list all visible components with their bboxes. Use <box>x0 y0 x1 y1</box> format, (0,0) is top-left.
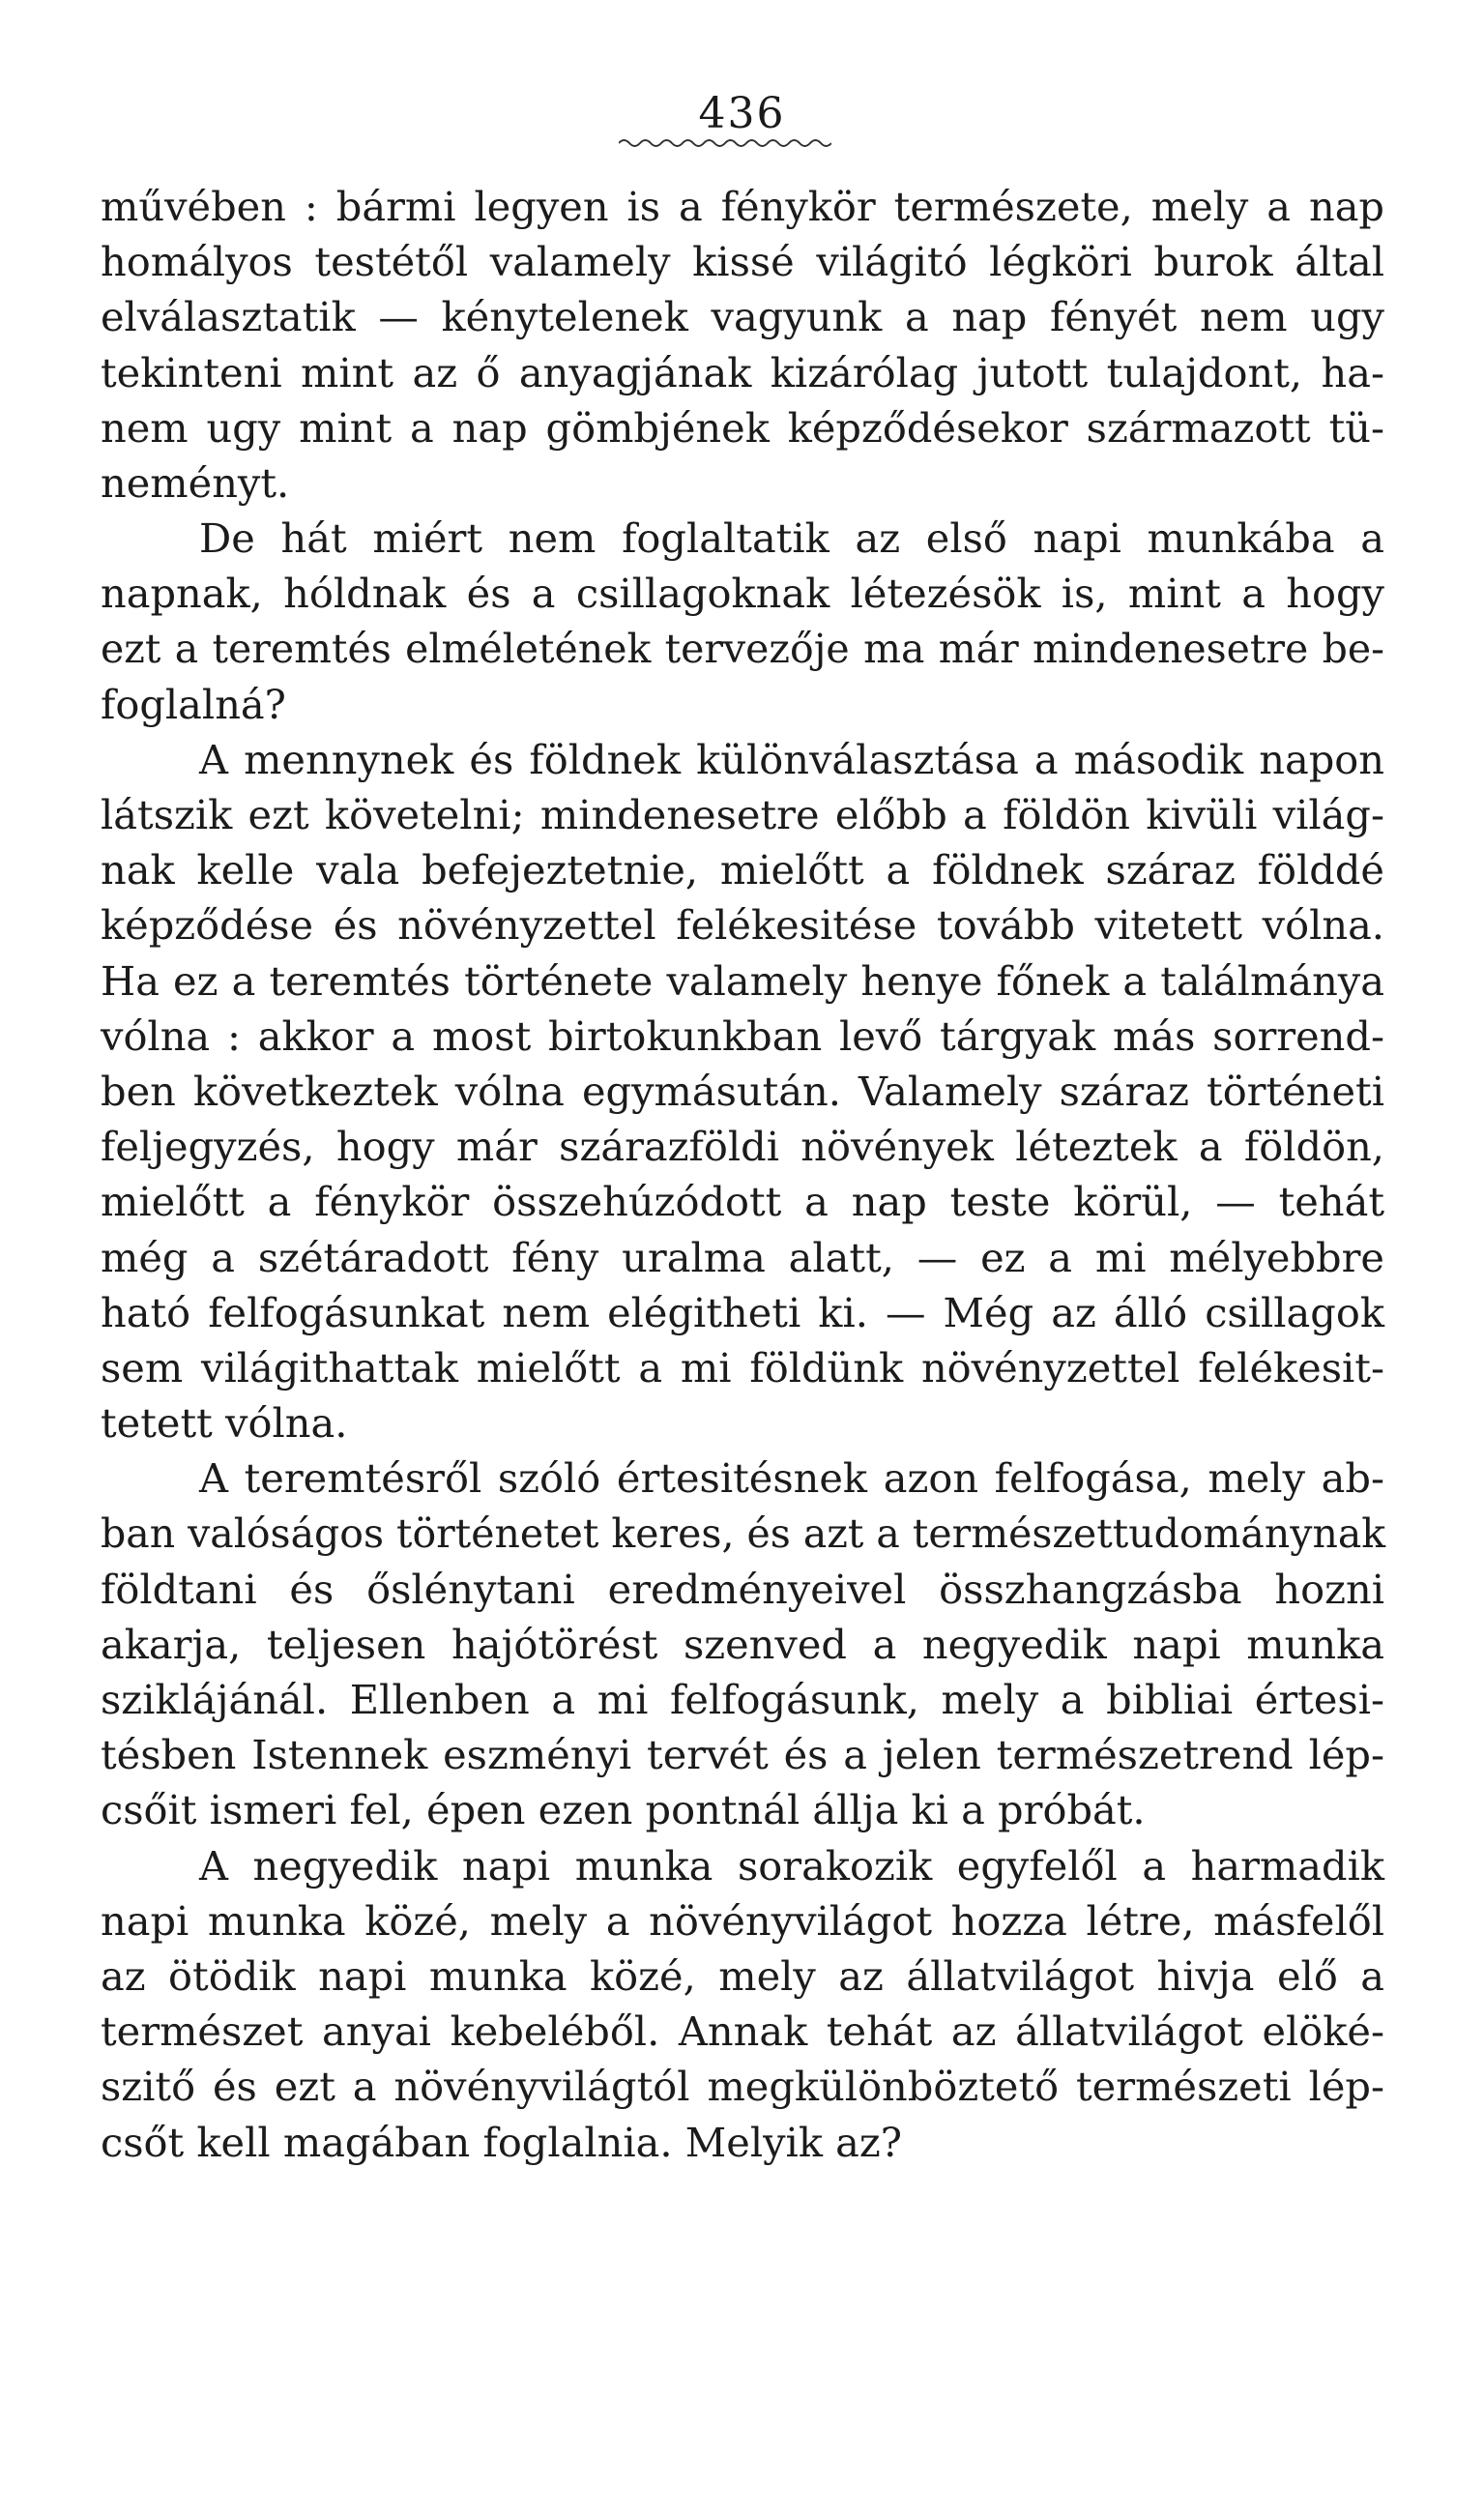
text-line: mielőtt a fénykör összehúzódott a nap teste körül, — tehát <box>101 1178 1384 1226</box>
text-line: elválasztatik — kénytelenek vagyunk a nap fényét nem ugy <box>101 293 1384 341</box>
text-line: De hát miért nem foglaltatik az első napi munkába a <box>199 514 1384 563</box>
text-line: akarja, teljesen hajótörést szenved a negyedik napi munka <box>101 1620 1384 1668</box>
text-line: nak kelle vala befejeztetnie, mielőtt a földnek száraz földdé <box>101 846 1384 894</box>
text-line: ezt a teremtés elméletének tervezője ma már mindenesetre be- <box>101 625 1384 672</box>
text-line: ban valóságos történetet keres, és azt a természettudománynak <box>101 1509 1386 1557</box>
text-line: Ha ez a teremtés története valamely henye főnek a találmánya <box>101 956 1384 1005</box>
text-line: tekinteni mint az ő anyagjának kizárólag jutott tulajdont, ha- <box>101 348 1384 396</box>
page-number: 436 <box>698 89 786 138</box>
text-line: képződése és növényzettel felékesitése tovább vitetett vólna. <box>101 901 1384 950</box>
text-line: művében : bármi legyen is a fénykör természete, mely a nap <box>101 183 1384 230</box>
text-line: sziklájánál. Ellenben a mi felfogásunk, mely a bibliai értesi- <box>101 1676 1384 1724</box>
text-line: természet anyai kebeléből. Annak tehát az állatvilágot elöké- <box>101 2007 1384 2056</box>
text-line: az ötödik napi munka közé, mely az állatvilágot hivja elő a <box>101 1952 1384 2000</box>
text-line: napnak, hóldnak és a csillagoknak létezésök is, mint a hogy <box>101 570 1384 618</box>
text-line: foglalná? <box>101 680 286 728</box>
body-text <box>101 179 1384 2170</box>
text-line: tetett vólna. <box>101 1399 348 1448</box>
text-line: neményt. <box>101 458 290 507</box>
text-line: A teremtésről szóló értesitésnek azon felfogása, mely ab- <box>199 1454 1384 1503</box>
text-line: földtani és őslénytani eredményeivel összhangzásba hozni <box>101 1565 1384 1613</box>
text-line: sem világithattak mielőtt a mi földünk növényzettel felékesit- <box>101 1343 1384 1392</box>
decorative-wave-ornament <box>619 137 831 153</box>
text-line: ben következtek vólna egymásután. Valamely száraz történeti <box>101 1068 1384 1115</box>
text-line: nem ugy mint a nap gömbjének képződésekor származott tü- <box>101 403 1384 452</box>
text-line: feljegyzés, hogy már szárazföldi növények léteztek a földön, <box>101 1123 1384 1171</box>
text-line: ható felfogásunkat nem elégitheti ki. — Még az álló csillagok <box>101 1288 1384 1336</box>
text-line: A negyedik napi munka sorakozik egyfelől a harmadik <box>199 1841 1384 1890</box>
text-line: csőt kell magában foglalnia. Melyik az? <box>101 2118 903 2166</box>
text-line: még a szétáradott fény uralma alatt, — ez a mi mélyebbre <box>101 1233 1384 1281</box>
text-line: tésben Istennek eszményi tervét és a jelen természetrend lép- <box>101 1731 1384 1779</box>
text-line: homályos testétől valamely kissé világitó légköri burok által <box>101 238 1384 286</box>
text-line: A mennynek és földnek különválasztása a második napon <box>199 735 1384 783</box>
text-line: vólna : akkor a most birtokunkban levő tárgyak más sorrend- <box>101 1011 1384 1060</box>
text-line: szitő és ezt a növényvilágtól megkülönböztető természeti lép- <box>101 2063 1384 2111</box>
text-line: napi munka közé, mely a növényvilágot hozza létre, másfelől <box>101 1896 1384 1945</box>
text-line: csőit ismeri fel, épen ezen pontnál állja ki a próbát. <box>101 1786 1146 1834</box>
text-line: látszik ezt követelni; mindenesetre előbb a földön kivüli világ- <box>101 791 1384 839</box>
